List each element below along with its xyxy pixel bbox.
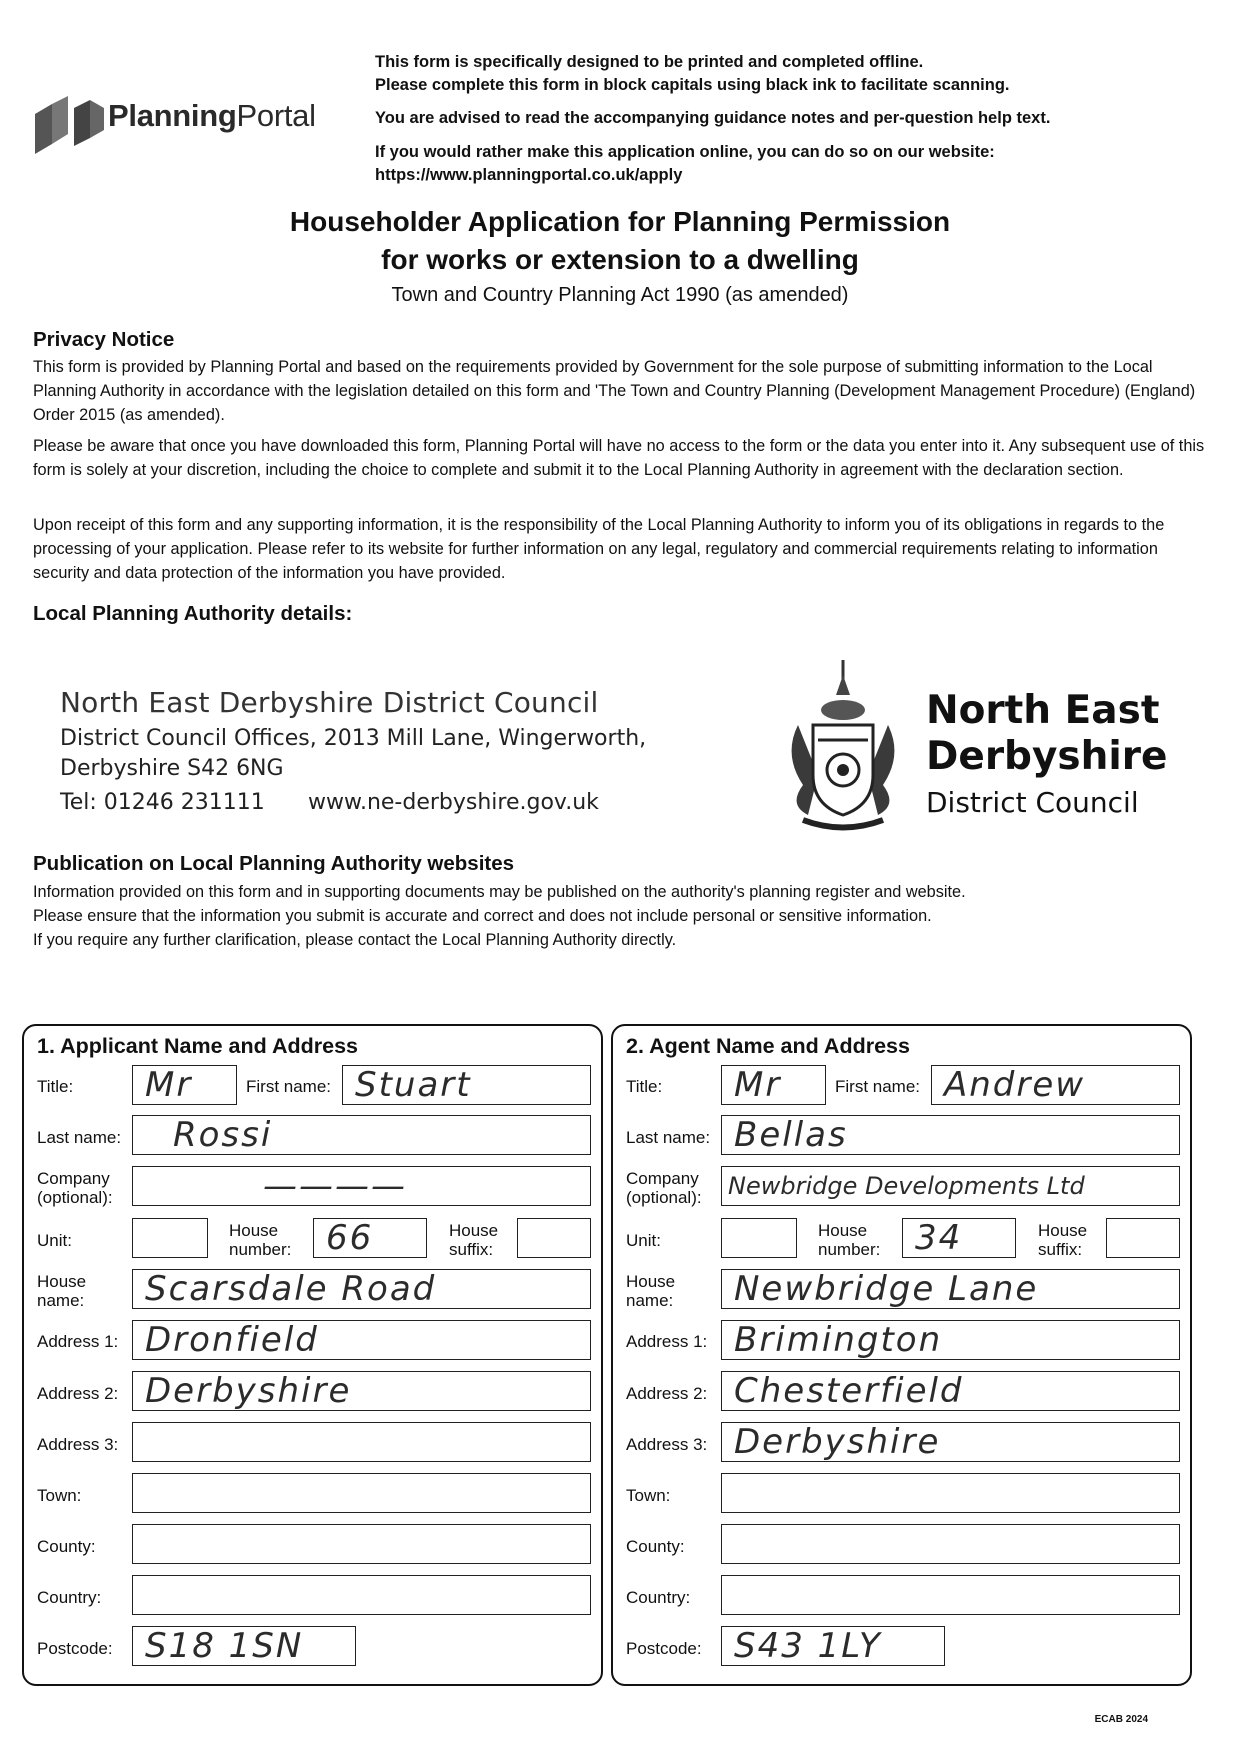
lpa-name: North East Derbyshire District Council (60, 686, 599, 719)
lpa-address-1: District Council Offices, 2013 Mill Lane, Wingerworth, (60, 726, 647, 751)
agent-house-number-label: House number: (818, 1221, 881, 1259)
agent-last-name-field[interactable]: Bellas (721, 1115, 1180, 1155)
applicant-house-number-field[interactable]: 66 (313, 1218, 427, 1258)
notice-block-capitals: Please complete this form in block capitals using black ink to facilitate scanning. (375, 76, 1010, 94)
notice-offline: This form is specifically designed to be printed and completed offline. (375, 53, 924, 71)
applicant-house-name-field[interactable]: Scarsdale Road (132, 1269, 591, 1309)
council-crest-icon (778, 655, 908, 835)
applicant-company-field[interactable]: ———— (132, 1166, 591, 1206)
agent-title-label: Title: (626, 1077, 663, 1096)
form-title-line2: for works or extension to a dwelling (381, 244, 859, 275)
agent-address1-field[interactable]: Brimington (721, 1320, 1180, 1360)
privacy-paragraph-3: Upon receipt of this form and any supporting information, it is the responsibility of the Local Planning Authority to inform you of its obligations in regards to the processing of your application. Please refer to its website for further information on any legal, regulatory and commercial requirements relating to information security and data protection of the information you have provided. (33, 516, 1165, 582)
applicant-country-label: Country: (37, 1588, 102, 1607)
applicant-unit-label: Unit: (37, 1231, 72, 1250)
agent-heading: 2. Agent Name and Address (626, 1034, 910, 1058)
lpa-address-2: Derbyshire S42 6NG (60, 756, 284, 781)
applicant-company-label: Company (optional): (37, 1169, 113, 1207)
applicant-address2-field[interactable]: Derbyshire (132, 1371, 591, 1411)
lpa-brand-line1: North East (926, 688, 1160, 733)
planning-portal-logo-text: PlanningPortal (108, 98, 316, 133)
notice-url: https://www.planningportal.co.uk/apply (375, 166, 683, 184)
agent-county-label: County: (626, 1537, 685, 1556)
agent-address1-label: Address 1: (626, 1332, 708, 1351)
agent-house-name-label: House name: (626, 1272, 676, 1310)
publication-heading: Publication on Local Planning Authority websites (33, 852, 515, 875)
applicant-title-label: Title: (37, 1077, 74, 1096)
applicant-heading: 1. Applicant Name and Address (37, 1034, 358, 1058)
publication-line-3: If you require any further clarification, please contact the Local Planning Authority directly. (33, 931, 677, 949)
agent-country-label: Country: (626, 1588, 691, 1607)
agent-first-name-field[interactable]: Andrew (931, 1065, 1180, 1105)
applicant-house-name-label: House name: (37, 1272, 87, 1310)
agent-country-field[interactable] (721, 1575, 1180, 1615)
agent-unit-label: Unit: (626, 1231, 661, 1250)
applicant-last-name-label: Last name: (37, 1128, 122, 1147)
applicant-address1-field[interactable]: Dronfield (132, 1320, 591, 1360)
lpa-brand-line2: Derbyshire (926, 734, 1168, 779)
agent-unit-field[interactable] (721, 1218, 797, 1258)
applicant-address3-label: Address 3: (37, 1435, 119, 1454)
applicant-postcode-label: Postcode: (37, 1639, 113, 1658)
applicant-town-field[interactable] (132, 1473, 591, 1513)
lpa-brand-line3: District Council (926, 786, 1139, 819)
notice-guidance: You are advised to read the accompanying guidance notes and per-question help text. (375, 109, 1051, 127)
lpa-website: www.ne-derbyshire.gov.uk (308, 790, 599, 815)
applicant-title-field[interactable]: Mr (132, 1065, 237, 1105)
agent-house-suffix-label: House suffix: (1038, 1221, 1088, 1259)
applicant-house-number-label: House number: (229, 1221, 292, 1259)
agent-postcode-field[interactable]: S43 1LY (721, 1626, 945, 1666)
agent-title-field[interactable]: Mr (721, 1065, 826, 1105)
applicant-house-suffix-label: House suffix: (449, 1221, 499, 1259)
applicant-county-label: County: (37, 1537, 96, 1556)
applicant-last-name-field[interactable]: Rossi (132, 1115, 591, 1155)
form-act: Town and Country Planning Act 1990 (as amended) (391, 284, 849, 306)
applicant-house-suffix-field[interactable] (517, 1218, 591, 1258)
agent-last-name-label: Last name: (626, 1128, 711, 1147)
notice-online: If you would rather make this application online, you can do so on our website: (375, 143, 995, 161)
applicant-town-label: Town: (37, 1486, 82, 1505)
lpa-heading: Local Planning Authority details: (33, 602, 353, 625)
agent-first-name-label: First name: (835, 1077, 921, 1096)
agent-postcode-label: Postcode: (626, 1639, 702, 1658)
agent-address2-field[interactable]: Chesterfield (721, 1371, 1180, 1411)
form-code: ECAB 2024 (1094, 1714, 1148, 1725)
agent-address2-label: Address 2: (626, 1384, 708, 1403)
applicant-county-field[interactable] (132, 1524, 591, 1564)
applicant-postcode-field[interactable]: S18 1SN (132, 1626, 356, 1666)
agent-company-label: Company (optional): (626, 1169, 702, 1207)
form-title-line1: Householder Application for Planning Permission (289, 206, 951, 237)
agent-company-field[interactable]: Newbridge Developments Ltd (721, 1166, 1180, 1206)
planning-portal-logo-icon (30, 86, 110, 156)
agent-address3-label: Address 3: (626, 1435, 708, 1454)
applicant-address1-label: Address 1: (37, 1332, 119, 1351)
publication-line-2: Please ensure that the information you submit is accurate and correct and does not include personal or sensitive information. (33, 907, 932, 925)
agent-county-field[interactable] (721, 1524, 1180, 1564)
applicant-country-field[interactable] (132, 1575, 591, 1615)
applicant-first-name-field[interactable]: Stuart (342, 1065, 591, 1105)
agent-address3-field[interactable]: Derbyshire (721, 1422, 1180, 1462)
agent-town-field[interactable] (721, 1473, 1180, 1513)
applicant-address3-field[interactable] (132, 1422, 591, 1462)
agent-town-label: Town: (626, 1486, 671, 1505)
privacy-paragraph-1: This form is provided by Planning Portal and based on the requirements provided by Government for the sole purpose of submitting information to the Local Planning Authority in accordance with the legislation detailed on this form and 'The Town and Country Planning (Development Management Procedure) (England) Order 2015 (as amended). (33, 358, 1196, 424)
agent-house-suffix-field[interactable] (1106, 1218, 1180, 1258)
agent-house-number-field[interactable]: 34 (902, 1218, 1016, 1258)
privacy-heading: Privacy Notice (33, 328, 175, 351)
publication-line-1: Information provided on this form and in supporting documents may be published on the authority's planning register and website. (33, 883, 966, 901)
applicant-unit-field[interactable] (132, 1218, 208, 1258)
agent-house-name-field[interactable]: Newbridge Lane (721, 1269, 1180, 1309)
lpa-tel: Tel: 01246 231111 (60, 790, 265, 815)
privacy-paragraph-2: Please be aware that once you have downloaded this form, Planning Portal will have no access to the form or the data you enter into it. Any subsequent use of this form is solely at your discretion, including the choice to complete and submit it to the Local Planning Authority in agreement with the declaration section. (33, 437, 1205, 479)
applicant-first-name-label: First name: (246, 1077, 332, 1096)
applicant-address2-label: Address 2: (37, 1384, 119, 1403)
